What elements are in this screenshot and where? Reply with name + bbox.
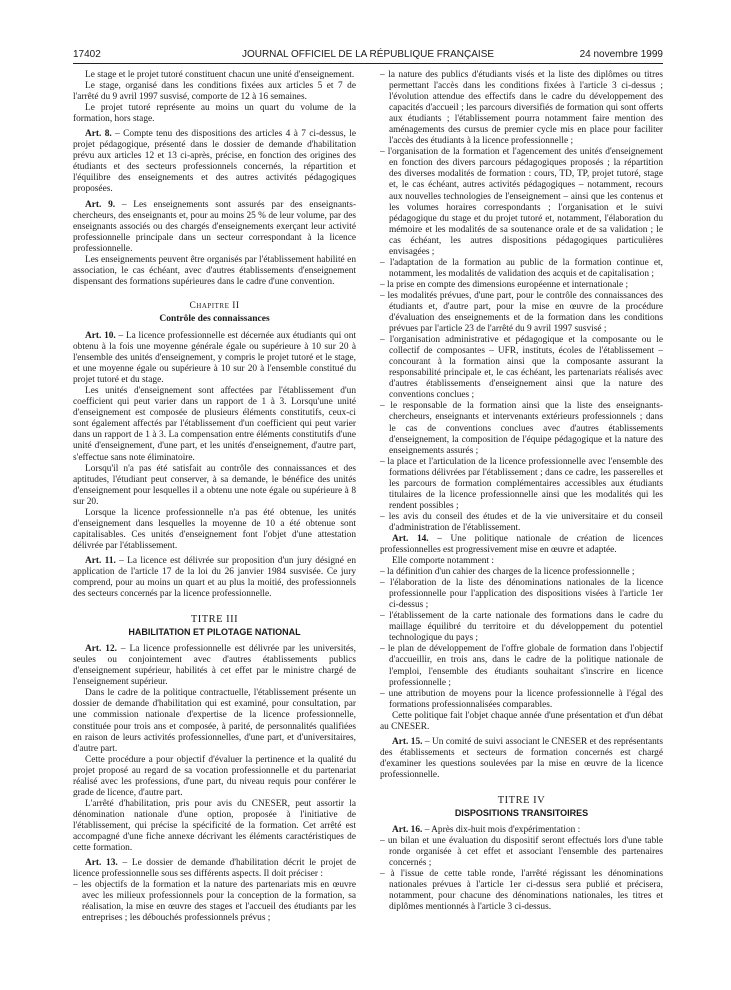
page-number: 17402 xyxy=(73,49,101,60)
article-text: – Compte tenu des dispositions des articles 4 à 7 ci-dessus, le projet pédagogique, présenté dans le dossier de demande d'habilitation prévu aux articles 12 et 13 ci-après, précise, en fonction des origines des étudiants et des secteurs professionnels concernés, la répartition et l'équilibre des enseignements et des autres activités pédagogiques proposées. xyxy=(73,129,356,195)
list-item: – la définition d'un cahier des charges de la licence professionnelle ; xyxy=(380,567,635,578)
list-item: – l'établissement de la carte nationale des formations dans le cadre du maillage équilibré du territoire et du développement du potentiel technologique du pays ; xyxy=(380,611,663,644)
paragraph: Lorsque la licence professionnelle n'a pas été obtenue, les unités d'enseignement dans lesquelles la moyenne de 10 a été obtenue sont capitalisables. Ces unités d'enseignement font l'objet d'une attestation délivrée par l'établissement. xyxy=(73,507,356,551)
paragraph: Le stage, organisé dans les conditions fixées aux articles 5 et 7 de l'arrêté du 9 avril 1997 susvisé, comporte de 12 à 16 semaines. xyxy=(73,81,356,103)
list-item: – le plan de développement de l'offre globale de formation dans l'objectif d'accueillir, en trois ans, dans le cadre de la politique nationale de l'emploi, l'ensemble des étudiants souhaitant s'inscrire en licence professionnelle ; xyxy=(380,644,663,688)
list-item: – un bilan et une évaluation du dispositif seront effectués lors d'une table ronde organisée à cet effet et associant l'ensemble des partenaires concernés ; xyxy=(380,836,663,869)
titre-title: DISPOSITIONS TRANSITOIRES xyxy=(454,808,589,819)
article-8 xyxy=(73,129,356,195)
paragraph: Dans le cadre de la politique contractuelle, l'établissement présente un dossier de demande d'habilitation qui est examiné, pour consultation, par une commission nationale d'expertise de la licence professionnelle, constituée pour trois ans et composée, à parité, de personnalités qualifiées en raison de leurs activités professionnelles, d'une part, et d'universitaires, d'autre part. xyxy=(73,688,356,754)
list-item: – la place et l'articulation de la licence professionnelle avec l'ensemble des formations délivrées par l'établissement ; dans ce cadre, les passerelles et les parcours de formation complémentaires accessibles aux étudiants titulaires de la licence professionnelle ainsi que les modalités qui les rendent possibles ; xyxy=(380,456,663,511)
list-item: – à l'issue de cette table ronde, l'arrêté régissant les dénominations nationales prévues à l'article 1er ci-dessus sera publié et précisera, notamment, pour chacune des dénominations nationales, les titres et diplômes mentionnés à l'article 3 ci-dessus. xyxy=(380,869,663,913)
article-text: – La licence professionnelle est décernée aux étudiants qui ont obtenu à la fois une moyenne générale égale ou supérieure à 10 sur 20 à l'ensemble des unités d'enseignement, y compris le projet tutoré et le stage, et une moyenne égale ou supérieure à 10 sur 20 à l'ensemble constitué du projet tutoré et du stage. xyxy=(73,330,356,386)
article-15 xyxy=(380,737,663,781)
list-item: – la nature des publics d'étudiants visés et la liste des diplômes ou titres permettant l'accès dans les conditions fixées à l'article 3 ci-dessus ; l'évolution attendue des effectifs dans le cadre du développement des capacités d'accueil ; les parcours diversifiés de formation qui sont offerts aux étudiants ; l'établissement pourra notamment faire mention des aménagements des cursus de premier cycle mis en place pour faciliter l'accès des étudiants à la licence professionnelle ; xyxy=(380,70,663,147)
paragraph: Les unités d'enseignement sont affectées par l'établissement d'un coefficient qui peut varier dans un rapport de 1 à 3. Lorsqu'une unité d'enseignement est composée de plusieurs éléments constitutifs, ceux-ci sont également affectés par l'établissement d'un coefficient qui peut varier dans un rapport de 1 à 3. La compensation entre éléments constitutifs d'une unité d'enseignement, d'une part, et les unités d'enseignement, d'autre part, s'effectue sans note éliminatoire. xyxy=(73,386,356,463)
paragraph: Elle comporte notamment : xyxy=(392,556,494,567)
list-item: – la prise en compte des dimensions européenne et internationale ; xyxy=(380,279,629,290)
paragraph: Cette politique fait l'objet chaque année d'une présentation et d'un débat au CNESER. xyxy=(380,710,663,732)
article-9 xyxy=(73,200,356,255)
article-text: – La licence professionnelle est délivrée par les universités, seules ou conjointement avec d'autres établissements publics d'enseignement supérieur, habilités à cet effet par le ministre chargé de l'enseignement supérieur. xyxy=(73,644,356,688)
article-text: – Une politique nationale de création de licences professionnelles est progressivement mise en œuvre et adaptée. xyxy=(380,533,663,556)
article-10 xyxy=(73,331,356,386)
article-12 xyxy=(73,644,356,688)
article-label: Art. 12. xyxy=(85,644,117,655)
list-item: – le responsable de la formation ainsi que la liste des enseignants-chercheurs, enseignants et intervenants extérieurs professionnels ; dans le cas de conventions conclues avec d'autres établissements d'enseignement, la composition de l'équipe pédagogique et la nature des enseignements assurés ; xyxy=(380,401,663,456)
titre-heading: TITRE IV xyxy=(497,795,546,806)
list-item: – l'élaboration de la liste des dénominations nationales de la licence professionnelle pour l'application des dispositions visées à l'article 1er ci-dessus ; xyxy=(380,578,663,611)
article-text: – Le dossier de demande d'habilitation décrit le projet de licence professionnelle sous ses différents aspects. Il doit préciser : xyxy=(73,858,356,880)
list-item: – une attribution de moyens pour la licence professionnelle à l'égal des formations professionnalisées comparables. xyxy=(380,688,663,710)
article-label: Art. 9. xyxy=(85,199,116,210)
titre-heading: TITRE III xyxy=(190,614,239,626)
article-text: – Après dix-huit mois d'expérimentation : xyxy=(422,825,581,836)
publication-date: 24 novembre 1999 xyxy=(579,49,663,60)
article-text: – Les enseignements sont assurés par des enseignants-chercheurs, des enseignants et, pour au moins 25 % de leur volume, par des enseignants associés ou des chargés d'enseignements exerçant leur activité professionnelle principale dans un secteur correspondant à la licence professionnelle. xyxy=(73,199,356,254)
list-item: – les avis du conseil des études et de la vie universitaire et du conseil d'administration de l'établissement. xyxy=(380,511,663,533)
article-label: Art. 10. xyxy=(85,330,116,341)
right-column xyxy=(380,70,663,976)
paragraph: Lorsqu'il n'a pas été satisfait au contrôle des connaissances et des aptitudes, l'étudiant peut conserver, à sa demande, le bénéfice des unités d'enseignement pour lesquelles il a obtenu une note égale ou supérieure à 8 sur 20. xyxy=(73,463,356,507)
article-label: Art. 14. xyxy=(392,533,429,544)
paragraph: L'arrêté d'habilitation, pris pour avis du CNESER, peut assortir la dénomination nationale d'une option, proposée à l'initiative de l'établissement, qui précise la spécificité de la formation. Cet arrêté est accompagné d'une fiche annexe décrivant les éléments caractéristiques de cette formation. xyxy=(73,798,356,854)
paragraph: Le stage et le projet tutoré constituent chacun une unité d'enseignement. xyxy=(85,70,355,80)
article-label: Art. 16. xyxy=(392,825,423,836)
list-item: – les modalités prévues, d'une part, pour le contrôle des connaissances des étudiants et, d'autre part, pour la mise en œuvre de la procédure d'évaluation des enseignements et de la formation dans les conditions prévues par l'article 23 de l'arrêté du 9 avril 1997 susvisé ; xyxy=(380,290,663,335)
page-header xyxy=(73,49,663,63)
list-item: – l'organisation de la formation et l'agencement des unités d'enseignement en fonction des divers parcours pédagogiques proposés ; la répartition des diverses modalités de formation : cours, TD, TP, projet tutoré, stage et, le cas échéant, autres activités pédagogiques – notamment, recours aux nouvelles technologies de l'enseignement – ainsi que les contenus et les volumes horaires correspondants ; l'organisation et le suivi pédagogique du stage et du projet tutoré et, notamment, l'élaboration du mémoire et les modalités de sa soutenance orale et de sa validation ; le cas échéant, les autres dispositions pédagogiques particulières envisagées ; xyxy=(380,147,663,257)
paragraph: Le projet tutoré représente au moins un quart du volume de la formation, hors stage. xyxy=(73,103,356,125)
article-16 xyxy=(380,825,663,836)
paragraph: Cette procédure a pour objectif d'évaluer la pertinence et la qualité du projet proposé au regard de sa vocation professionnelle et du partenariat réalisé avec les professions, d'une part, du niveau requis pour conférer le grade de licence, d'autre part. xyxy=(73,754,356,798)
left-column xyxy=(73,70,356,976)
paragraph: Les enseignements peuvent être organisés par l'établissement habilité en association, le cas échéant, avec d'autres établissements d'enseignement dispensant des formations supérieures dans le cadre d'une convention. xyxy=(73,254,356,287)
article-label: Art. 13. xyxy=(85,858,118,869)
article-13 xyxy=(73,858,356,880)
journal-title: JOURNAL OFFICIEL DE LA RÉPUBLIQUE FRANÇAISE xyxy=(241,49,495,60)
list-item: – l'adaptation de la formation au public de la formation continue et, notamment, les modalités de validation des acquis et de capitalisation ; xyxy=(380,257,663,279)
list-item: – les objectifs de la formation et la nature des partenariats mis en œuvre avec les milieux professionnels pour la conception de la formation, sa réalisation, la mise en œuvre des stages et l'accueil des étudiants par les entreprises ; les débouchés professionnels prévus ; xyxy=(73,880,356,924)
article-11 xyxy=(73,556,356,600)
article-label: Art. 11. xyxy=(85,555,116,566)
list-item: – l'organisation administrative et pédagogique et la composante ou le collectif de composantes – UFR, instituts, écoles de l'établissement – concourant à la formation ainsi que la composante assurant la responsabilité principale et, le cas échéant, les partenariats réalisés avec d'autres établissements d'enseignement ainsi que la nature des conventions conclues ; xyxy=(380,335,663,401)
article-label: Art. 15. xyxy=(392,736,423,747)
titre-title: HABILITATION ET PILOTAGE NATIONAL xyxy=(128,627,301,638)
chapter-heading: Chapitre II xyxy=(189,300,240,311)
article-14 xyxy=(380,534,663,556)
article-text: – La licence est délivrée sur proposition d'un jury désigné en application de l'article 17 de la loi du 26 janvier 1984 susvisée. Ce jury comprend, pour au moins un quart et au plus la moitié, des professionnels des secteurs concernés par la licence professionnelle. xyxy=(73,555,356,600)
header-rule xyxy=(73,63,663,64)
article-label: Art. 8. xyxy=(85,129,112,140)
article-text: – Un comité de suivi associant le CNESER et des représentants des établissements et secteurs de formation concernés est chargé d'examiner les questions soulevées par la mise en œuvre de la licence professionnelle. xyxy=(380,736,663,780)
chapter-title: Contrôle des connaissances xyxy=(159,313,270,324)
